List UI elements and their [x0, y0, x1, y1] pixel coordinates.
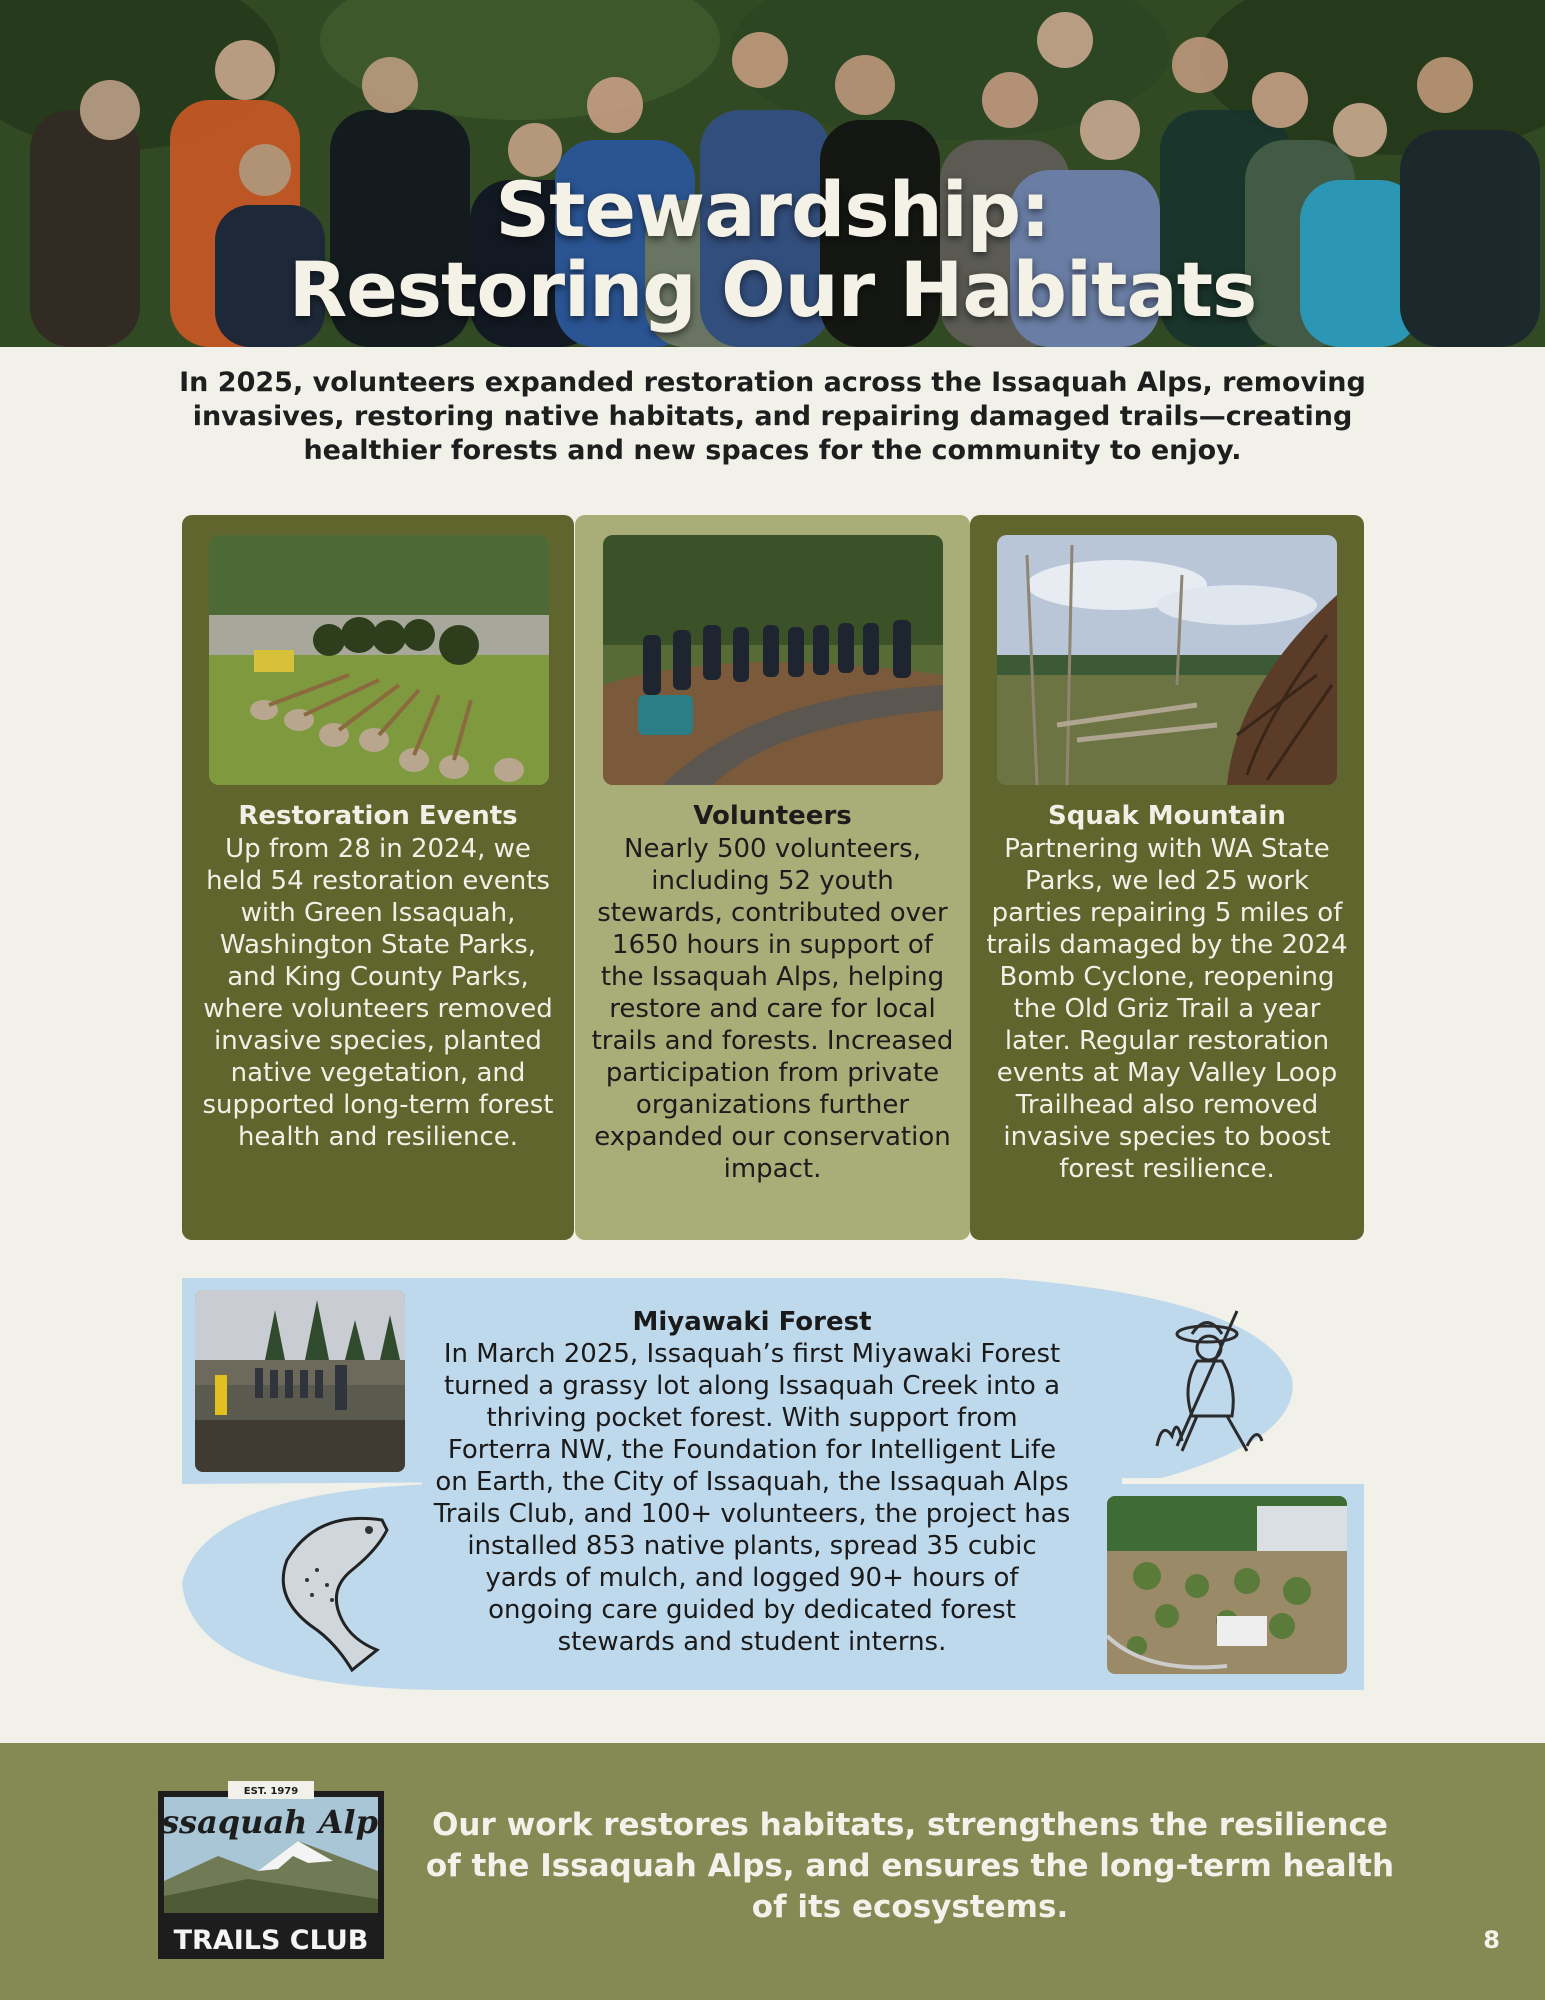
card-title: Restoration Events [238, 801, 518, 831]
page-title-line1: Stewardship: [495, 165, 1050, 254]
gardener-illustration-icon [1137, 1306, 1277, 1466]
page-title-line2: Restoring Our Habitats [288, 245, 1257, 334]
page-number: 8 [1483, 1926, 1500, 1954]
hero-banner [0, 0, 1545, 347]
page-title [0, 165, 1545, 334]
card-squak-mountain [970, 515, 1364, 1240]
card-restoration-events [182, 515, 574, 1240]
card-title: Volunteers [693, 801, 852, 831]
footer-tagline: Our work restores habitats, strengthens the resilience of the Issaquah Alps, and ensures the long-term health of its ecosystems. [425, 1807, 1395, 1925]
logo-est-text: EST. 1979 [243, 1786, 299, 1797]
logo-sub-text: TRAILS CLUB [173, 1925, 369, 1956]
card-body: Partnering with WA State Parks, we led 25 work parties repairing 5 miles of trails damaged by the 2024 Bomb Cyclone, reopening the Old Griz Trail a year later. Regular restoration events at May Valley Loop Trailhead also removed invasive species to boost forest resilience. [986, 834, 1348, 1184]
miyawaki-body: In March 2025, Issaquah’s first Miyawaki Forest turned a grassy lot along Issaquah Creek into a thriving pocket forest. With support from Forterra NW, the Foundation for Intelligent Life on Earth, the City of Issaquah, the Issaquah Alps Trails Club, and 100+ volunteers, the project has installed 853 native plants, spread 35 cubic yards of mulch, and logged 90+ hours of ongoing care guided by dedicated forest stewards and student interns. [433, 1339, 1071, 1657]
card-body: Nearly 500 volunteers, including 52 youth stewards, contributed over 1650 hours in support of the Issaquah Alps, helping restore and care for local trails and forests. Increased participation from private organizations further expanded our conservation impact. [591, 834, 954, 1184]
miyawaki-forest-growth-photo [1107, 1496, 1347, 1674]
miyawaki-title: Miyawaki Forest [632, 1307, 872, 1337]
trails-club-logo [158, 1781, 384, 1959]
miyawaki-forest-section [182, 1278, 1364, 1690]
salmon-illustration-icon [257, 1500, 407, 1675]
logo-name-text: Issaquah Alps [158, 1803, 384, 1841]
footer [0, 1743, 1545, 2000]
volunteers-group-photo [603, 535, 943, 785]
card-volunteers [575, 515, 970, 1240]
storm-damaged-forest-photo [997, 535, 1337, 785]
card-body: Up from 28 in 2024, we held 54 restoration events with Green Issaquah, Washington State Parks, and King County Parks, where volunteers removed invasive species, planted native vegetation, and supported long-term forest health and resilience. [202, 834, 554, 1152]
restoration-tools-photo [209, 535, 549, 785]
intro-paragraph: In 2025, volunteers expanded restoration across the Issaquah Alps, removing invasives, restoring native habitats, and repairing damaged trails—creating healthier forests and new spaces for the community to enjoy. [179, 367, 1366, 466]
card-title: Squak Mountain [1048, 801, 1286, 831]
miyawaki-planting-photo [195, 1290, 405, 1472]
